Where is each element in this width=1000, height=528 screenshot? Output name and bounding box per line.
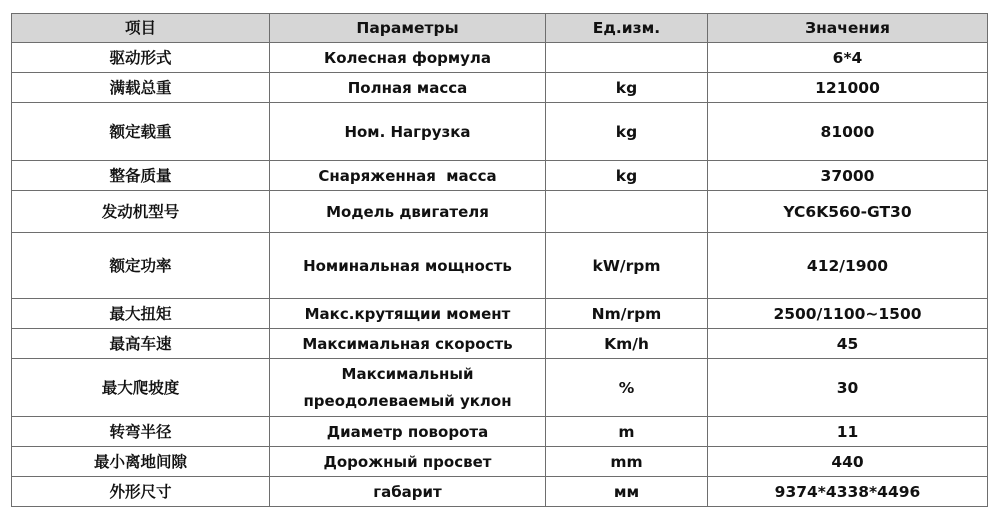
table-row: [12, 329, 988, 359]
value-cell: 37000: [708, 161, 988, 191]
param-cell: Дорожный просвет: [270, 447, 546, 477]
value-cell: 2500/1100~1500: [708, 299, 988, 329]
item-cell: 满载总重: [12, 73, 270, 103]
param-cell: Ном. Нагрузка: [270, 103, 546, 161]
unit-cell: [546, 191, 708, 233]
item-cell: 额定功率: [12, 233, 270, 299]
specifications-table: [11, 13, 988, 507]
unit-cell: kg: [546, 73, 708, 103]
header-row: [12, 14, 988, 43]
unit-cell: мм: [546, 477, 708, 507]
header-parameters: Параметры: [270, 14, 546, 43]
item-cell: 发动机型号: [12, 191, 270, 233]
param-cell: Диаметр поворота: [270, 417, 546, 447]
value-cell: 11: [708, 417, 988, 447]
unit-cell: mm: [546, 447, 708, 477]
param-cell: Колесная формула: [270, 43, 546, 73]
value-cell: YC6K560-GT30: [708, 191, 988, 233]
unit-cell: %: [546, 359, 708, 417]
item-cell: 外形尺寸: [12, 477, 270, 507]
value-cell: 30: [708, 359, 988, 417]
table-row: [12, 161, 988, 191]
table-row: [12, 299, 988, 329]
table-row: [12, 477, 988, 507]
param-cell: Полная масса: [270, 73, 546, 103]
table-row: [12, 191, 988, 233]
item-cell: 最大爬坡度: [12, 359, 270, 417]
spec-sheet: [11, 13, 987, 507]
param-cell: Максимальный преодолеваемый уклон: [270, 359, 546, 417]
table-row: [12, 359, 988, 417]
header-unit: Ед.изм.: [546, 14, 708, 43]
value-cell: 440: [708, 447, 988, 477]
header-item: 项目: [12, 14, 270, 43]
table-row: [12, 43, 988, 73]
item-cell: 最小离地间隙: [12, 447, 270, 477]
param-cell: Снаряженная масса: [270, 161, 546, 191]
unit-cell: kg: [546, 103, 708, 161]
item-cell: 整备质量: [12, 161, 270, 191]
item-cell: 额定载重: [12, 103, 270, 161]
item-cell: 最高车速: [12, 329, 270, 359]
value-cell: 412/1900: [708, 233, 988, 299]
unit-cell: kW/rpm: [546, 233, 708, 299]
param-cell: Модель двигателя: [270, 191, 546, 233]
unit-cell: Nm/rpm: [546, 299, 708, 329]
param-cell: Номинальная мощность: [270, 233, 546, 299]
header-values: Значения: [708, 14, 988, 43]
item-cell: 驱动形式: [12, 43, 270, 73]
table-row: [12, 103, 988, 161]
value-cell: 121000: [708, 73, 988, 103]
value-cell: 9374*4338*4496: [708, 477, 988, 507]
table-row: [12, 417, 988, 447]
param-cell: Макс.крутящии момент: [270, 299, 546, 329]
table-row: [12, 233, 988, 299]
unit-cell: [546, 43, 708, 73]
item-cell: 转弯半径: [12, 417, 270, 447]
value-cell: 45: [708, 329, 988, 359]
param-cell: габарит: [270, 477, 546, 507]
table-row: [12, 73, 988, 103]
unit-cell: Km/h: [546, 329, 708, 359]
table-row: [12, 447, 988, 477]
value-cell: 81000: [708, 103, 988, 161]
value-cell: 6*4: [708, 43, 988, 73]
unit-cell: m: [546, 417, 708, 447]
param-cell: Максимальная скорость: [270, 329, 546, 359]
item-cell: 最大扭矩: [12, 299, 270, 329]
unit-cell: kg: [546, 161, 708, 191]
